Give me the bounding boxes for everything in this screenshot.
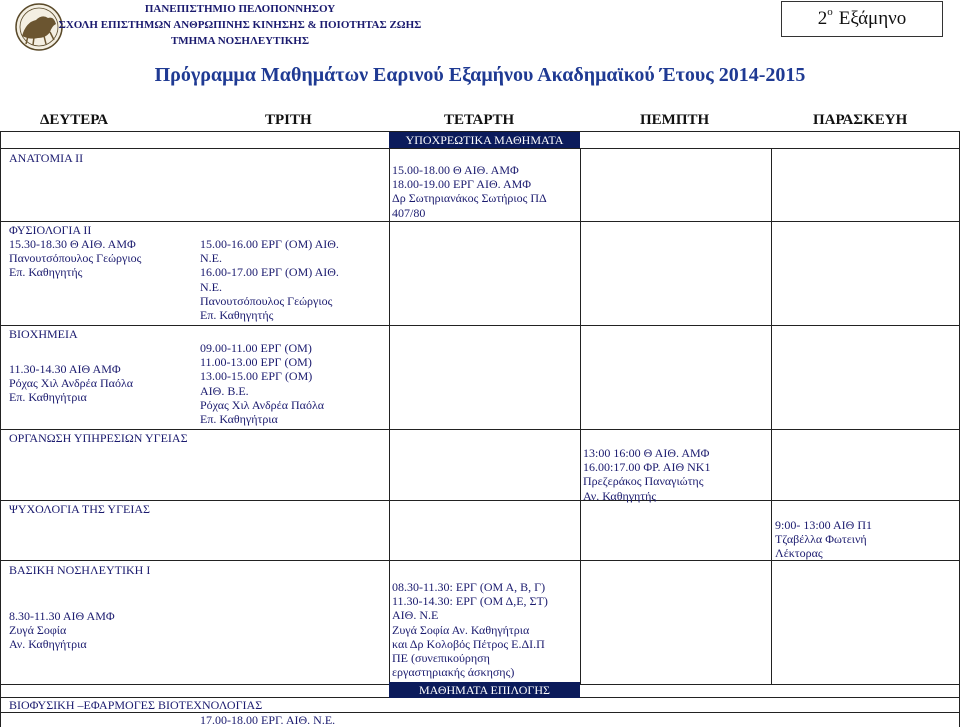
schedule-cell-monday: 8.30-11.30 ΑΙΘ ΑΜΦ Ζυγά Σοφία Αν. Καθηγήτρια bbox=[9, 609, 115, 652]
semester-suffix: ο bbox=[827, 6, 833, 18]
day-friday: ΠΑΡΑΣΚΕΥΗ bbox=[813, 112, 908, 128]
schedule-cell-wednesday: 15.00-18.00 Θ ΑΙΘ. ΑΜΦ 18.00-19.00 ΕΡΓ ΑΙΘ. ΑΜΦ Δρ Σωτηριανάκος Σωτήριος ΠΔ 407/80 bbox=[392, 163, 547, 220]
schedule-cell-thursday: 13:00 16:00 Θ ΑΙΘ. ΑΜΦ 16.00:17.00 ΦΡ. ΑΙΘ ΝΚ1 Πρεζεράκος Παναγιώτης Αν. Καθηγητής bbox=[583, 446, 711, 503]
schedule-cell-monday: 15.30-18.30 Θ ΑΙΘ. ΑΜΦ Πανουτσόπουλος Γεώργιος Επ. Καθηγητής bbox=[9, 237, 142, 280]
day-monday: ΔΕΥΤΕΡΑ bbox=[40, 112, 109, 128]
school-name: ΣΧΟΛΗ ΕΠΙΣΤΗΜΩΝ ΑΝΘΡΩΠΙΝΗΣ ΚΙΝΗΣΗΣ & ΠΟΙΟΤΗΤΑΣ ΖΩΗΣ bbox=[58, 19, 422, 31]
course-title: ΟΡΓΑΝΩΣΗ ΥΠΗΡΕΣΙΩΝ ΥΓΕΙΑΣ bbox=[9, 431, 188, 445]
schedule-cell-tuesday: 15.00-16.00 ΕΡΓ (ΟΜ) ΑΙΘ. Ν.Ε. 16.00-17.00 ΕΡΓ (ΟΜ) ΑΙΘ. Ν.Ε. Πανουτσόπουλος Γεώργιος Επ. Καθηγητής bbox=[200, 237, 339, 323]
day-tuesday: ΤΡΙΤΗ bbox=[265, 112, 312, 128]
course-title: ΨΥΧΟΛΟΓΙΑ ΤΗΣ ΥΓΕΙΑΣ bbox=[9, 502, 150, 516]
mandatory-courses-banner: ΥΠΟΧΡΕΩΤΙΚΑ ΜΑΘΗΜΑΤΑ bbox=[389, 132, 580, 148]
semester-box bbox=[781, 1, 943, 37]
schedule-cell-tuesday: 09.00-11.00 ΕΡΓ (ΟΜ) 11.00-13.00 ΕΡΓ (ΟΜ) 13.00-15.00 ΕΡΓ (ΟΜ) ΑΙΘ. Β.Ε. Ρόχας Χιλ Ανδρέα Παόλα Επ. Καθηγήτρια bbox=[200, 341, 325, 427]
university-name: ΠΑΝΕΠΙΣΤΗΜΙΟ ΠΕΛΟΠΟΝΝΗΣΟΥ bbox=[144, 3, 336, 15]
course-title: ΒΙΟΧΗΜΕΙΑ bbox=[9, 327, 78, 341]
page-title: Πρόγραμμα Μαθημάτων Εαρινού Εξαμήνου Ακαδημαϊκού Έτους 2014-2015 bbox=[154, 64, 806, 86]
course-title: ΒΑΣΙΚΗ ΝΟΣΗΛΕΥΤΙΚΗ Ι bbox=[9, 563, 151, 577]
day-thursday: ΠΕΜΠΤΗ bbox=[640, 112, 710, 128]
day-wednesday: ΤΕΤΑΡΤΗ bbox=[444, 112, 515, 128]
semester-word: Εξάμηνο bbox=[838, 8, 907, 29]
schedule-cell-monday: 11.30-14.30 ΑΙΘ ΑΜΦ Ρόχας Χιλ Ανδρέα Παόλα Επ. Καθηγήτρια bbox=[9, 362, 134, 405]
elective-courses-banner: ΜΑΘΗΜΑΤΑ ΕΠΙΛΟΓΗΣ bbox=[389, 682, 580, 698]
schedule-cell-tuesday: 17.00-18.00 ΕΡΓ. ΑΙΘ. Ν.Ε. bbox=[200, 713, 336, 727]
semester-number: 2 bbox=[817, 8, 828, 29]
department-name: ΤΜΗΜΑ ΝΟΣΗΛΕΥΤΙΚΗΣ bbox=[170, 35, 310, 47]
schedule-cell-wednesday: 08.30-11.30: ΕΡΓ (ΟΜ Α, Β, Γ) 11.30-14.30: ΕΡΓ (ΟΜ Δ,Ε, ΣΤ) ΑΙΘ. Ν.Ε Ζυγά Σοφία Αν. Καθηγήτρια και Δρ Κολοβός Πέτρος Ε.ΔΙ.Π ΠΕ (συνεπικούρηση εργαστηριακής άσκησης) bbox=[392, 580, 548, 680]
schedule-cell-friday: 9:00- 13:00 ΑΙΘ Π1 Τζαβέλλα Φωτεινή Λέκτορας bbox=[775, 518, 872, 561]
course-title: ΒΙΟΦΥΣΙΚΗ –ΕΦΑΡΜΟΓΕΣ ΒΙΟΤΕΧΝΟΛΟΓΙΑΣ bbox=[9, 698, 263, 712]
course-title: ΑΝΑΤΟΜΙΑ ΙΙ bbox=[9, 151, 84, 165]
course-title: ΦΥΣΙΟΛΟΓΙΑ ΙΙ bbox=[9, 223, 92, 237]
